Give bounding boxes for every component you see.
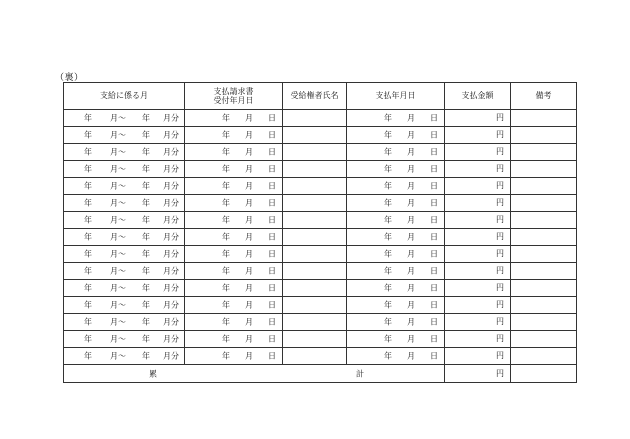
payment-year-unit: 年 — [384, 249, 392, 259]
payment-ledger-table — [63, 82, 577, 383]
period-year2-unit: 年 — [142, 249, 150, 259]
recipient-name-cell[interactable] — [283, 263, 347, 280]
payment-amount-cell[interactable] — [445, 178, 511, 195]
payment-year-unit: 年 — [384, 351, 392, 361]
receipt-date-cell[interactable] — [185, 161, 283, 178]
period-month-to-unit: 月分 — [163, 351, 179, 361]
period-cell[interactable] — [64, 348, 185, 365]
receipt-year-unit: 年 — [222, 181, 230, 191]
receipt-year-unit: 年 — [222, 249, 230, 259]
yen-unit: 円 — [496, 130, 504, 140]
period-cell[interactable] — [64, 178, 185, 195]
period-month-from-unit: 月〜 — [110, 283, 126, 293]
header-payment-date: 支払年月日 — [347, 83, 445, 110]
period-month-to-unit: 月分 — [163, 130, 179, 140]
yen-unit: 円 — [496, 249, 504, 259]
remarks-cell[interactable] — [511, 263, 577, 280]
yen-unit: 円 — [496, 351, 504, 361]
payment-amount-cell[interactable] — [445, 127, 511, 144]
remarks-cell[interactable] — [511, 280, 577, 297]
period-year-unit: 年 — [84, 317, 92, 327]
period-cell[interactable] — [64, 195, 185, 212]
payment-date-cell[interactable] — [347, 178, 445, 195]
sheet-side-label: （裏） — [55, 73, 84, 83]
payment-amount-cell[interactable] — [445, 195, 511, 212]
period-year2-unit: 年 — [142, 164, 150, 174]
period-cell[interactable] — [64, 297, 185, 314]
remarks-cell[interactable] — [511, 144, 577, 161]
receipt-year-unit: 年 — [222, 334, 230, 344]
yen-unit: 円 — [496, 215, 504, 225]
payment-month-unit: 月 — [407, 351, 415, 361]
period-year2-unit: 年 — [142, 300, 150, 310]
header-payment-amount: 支払金額 — [445, 83, 511, 110]
period-year2-unit: 年 — [142, 232, 150, 242]
period-year2-unit: 年 — [142, 215, 150, 225]
payment-day-unit: 日 — [430, 164, 438, 174]
payment-month-unit: 月 — [407, 266, 415, 276]
recipient-name-cell[interactable] — [283, 127, 347, 144]
period-year-unit: 年 — [84, 334, 92, 344]
payment-month-unit: 月 — [407, 317, 415, 327]
payment-date-cell[interactable] — [347, 246, 445, 263]
period-cell[interactable] — [64, 314, 185, 331]
receipt-day-unit: 日 — [268, 198, 276, 208]
payment-date-cell[interactable] — [347, 297, 445, 314]
yen-unit: 円 — [496, 300, 504, 310]
ledger-row — [64, 178, 577, 195]
payment-date-cell[interactable] — [347, 195, 445, 212]
recipient-name-cell[interactable] — [283, 161, 347, 178]
payment-month-unit: 月 — [407, 283, 415, 293]
ledger-row — [64, 161, 577, 178]
ledger-row — [64, 263, 577, 280]
yen-unit: 円 — [496, 232, 504, 242]
period-year-unit: 年 — [84, 215, 92, 225]
receipt-month-unit: 月 — [245, 232, 253, 242]
total-label-cell — [64, 365, 445, 383]
payment-amount-cell[interactable] — [445, 280, 511, 297]
payment-amount-cell[interactable] — [445, 229, 511, 246]
period-year-unit: 年 — [84, 300, 92, 310]
period-month-to-unit: 月分 — [163, 198, 179, 208]
receipt-day-unit: 日 — [268, 130, 276, 140]
period-month-to-unit: 月分 — [163, 181, 179, 191]
payment-month-unit: 月 — [407, 113, 415, 123]
period-month-from-unit: 月〜 — [110, 300, 126, 310]
remarks-cell[interactable] — [511, 161, 577, 178]
payment-date-cell[interactable] — [347, 229, 445, 246]
payment-amount-cell[interactable] — [445, 263, 511, 280]
recipient-name-cell[interactable] — [283, 280, 347, 297]
period-month-from-unit: 月〜 — [110, 147, 126, 157]
period-month-from-unit: 月〜 — [110, 232, 126, 242]
recipient-name-cell[interactable] — [283, 212, 347, 229]
receipt-day-unit: 日 — [268, 181, 276, 191]
payment-year-unit: 年 — [384, 215, 392, 225]
payment-month-unit: 月 — [407, 249, 415, 259]
period-month-from-unit: 月〜 — [110, 317, 126, 327]
yen-unit: 円 — [496, 198, 504, 208]
receipt-date-cell[interactable] — [185, 331, 283, 348]
header-period: 支給に係る月 — [64, 83, 185, 110]
payment-year-unit: 年 — [384, 317, 392, 327]
receipt-year-unit: 年 — [222, 113, 230, 123]
payment-day-unit: 日 — [430, 130, 438, 140]
yen-unit: 円 — [496, 283, 504, 293]
yen-unit: 円 — [496, 164, 504, 174]
header-receipt-line1: 支払請求書 — [213, 86, 254, 96]
payment-day-unit: 日 — [430, 198, 438, 208]
total-row — [64, 365, 577, 383]
receipt-month-unit: 月 — [245, 164, 253, 174]
receipt-month-unit: 月 — [245, 198, 253, 208]
payment-date-cell[interactable] — [347, 110, 445, 127]
period-month-to-unit: 月分 — [163, 317, 179, 327]
period-year-unit: 年 — [84, 164, 92, 174]
payment-year-unit: 年 — [384, 147, 392, 157]
period-year2-unit: 年 — [142, 147, 150, 157]
period-month-to-unit: 月分 — [163, 266, 179, 276]
receipt-day-unit: 日 — [268, 249, 276, 259]
receipt-month-unit: 月 — [245, 130, 253, 140]
receipt-year-unit: 年 — [222, 317, 230, 327]
remarks-cell[interactable] — [511, 195, 577, 212]
period-cell[interactable] — [64, 110, 185, 127]
period-cell[interactable] — [64, 144, 185, 161]
payment-date-cell[interactable] — [347, 263, 445, 280]
period-year-unit: 年 — [84, 351, 92, 361]
payment-day-unit: 日 — [430, 249, 438, 259]
receipt-year-unit: 年 — [222, 232, 230, 242]
period-year-unit: 年 — [84, 181, 92, 191]
receipt-date-cell[interactable] — [185, 297, 283, 314]
receipt-date-cell[interactable] — [185, 229, 283, 246]
payment-amount-cell[interactable] — [445, 246, 511, 263]
period-year2-unit: 年 — [142, 334, 150, 344]
receipt-year-unit: 年 — [222, 130, 230, 140]
remarks-cell[interactable] — [511, 314, 577, 331]
period-month-from-unit: 月〜 — [110, 266, 126, 276]
payment-day-unit: 日 — [430, 147, 438, 157]
payment-year-unit: 年 — [384, 130, 392, 140]
receipt-day-unit: 日 — [268, 351, 276, 361]
header-remarks: 備考 — [511, 83, 577, 110]
receipt-date-cell[interactable] — [185, 246, 283, 263]
period-month-from-unit: 月〜 — [110, 215, 126, 225]
total-amount-cell[interactable] — [445, 365, 511, 383]
payment-year-unit: 年 — [384, 266, 392, 276]
period-cell[interactable] — [64, 280, 185, 297]
payment-month-unit: 月 — [407, 198, 415, 208]
period-month-from-unit: 月〜 — [110, 130, 126, 140]
receipt-date-cell[interactable] — [185, 195, 283, 212]
period-month-to-unit: 月分 — [163, 283, 179, 293]
payment-year-unit: 年 — [384, 164, 392, 174]
receipt-day-unit: 日 — [268, 283, 276, 293]
header-receipt-line2: 受付年月日 — [213, 96, 254, 105]
period-month-to-unit: 月分 — [163, 249, 179, 259]
receipt-month-unit: 月 — [245, 113, 253, 123]
period-year-unit: 年 — [84, 113, 92, 123]
remarks-cell[interactable] — [511, 246, 577, 263]
receipt-date-cell[interactable] — [185, 263, 283, 280]
period-cell[interactable] — [64, 229, 185, 246]
period-month-to-unit: 月分 — [163, 215, 179, 225]
header-recipient-name: 受給権者氏名 — [283, 83, 347, 110]
period-year2-unit: 年 — [142, 113, 150, 123]
yen-unit: 円 — [496, 334, 504, 344]
payment-month-unit: 月 — [407, 164, 415, 174]
period-year2-unit: 年 — [142, 181, 150, 191]
receipt-month-unit: 月 — [245, 215, 253, 225]
total-label-left: 累 — [149, 368, 157, 378]
remarks-cell[interactable] — [511, 212, 577, 229]
total-label-right: 計 — [356, 368, 364, 378]
receipt-date-cell[interactable] — [185, 348, 283, 365]
payment-month-unit: 月 — [407, 215, 415, 225]
receipt-date-cell[interactable] — [185, 314, 283, 331]
payment-day-unit: 日 — [430, 351, 438, 361]
receipt-day-unit: 日 — [268, 300, 276, 310]
payment-date-cell[interactable] — [347, 280, 445, 297]
ledger-row — [64, 229, 577, 246]
receipt-month-unit: 月 — [245, 266, 253, 276]
period-cell[interactable] — [64, 127, 185, 144]
payment-amount-cell[interactable] — [445, 314, 511, 331]
period-year-unit: 年 — [84, 198, 92, 208]
period-month-from-unit: 月〜 — [110, 181, 126, 191]
receipt-month-unit: 月 — [245, 147, 253, 157]
period-month-from-unit: 月〜 — [110, 198, 126, 208]
ledger-row — [64, 297, 577, 314]
period-year2-unit: 年 — [142, 351, 150, 361]
payment-day-unit: 日 — [430, 317, 438, 327]
payment-date-cell[interactable] — [347, 161, 445, 178]
payment-amount-cell[interactable] — [445, 297, 511, 314]
receipt-day-unit: 日 — [268, 334, 276, 344]
receipt-day-unit: 日 — [268, 147, 276, 157]
period-month-to-unit: 月分 — [163, 232, 179, 242]
ledger-body — [64, 110, 577, 365]
period-year2-unit: 年 — [142, 283, 150, 293]
receipt-month-unit: 月 — [245, 181, 253, 191]
period-month-to-unit: 月分 — [163, 334, 179, 344]
yen-unit: 円 — [496, 317, 504, 327]
period-cell[interactable] — [64, 263, 185, 280]
payment-day-unit: 日 — [430, 181, 438, 191]
recipient-name-cell[interactable] — [283, 297, 347, 314]
payment-month-unit: 月 — [407, 130, 415, 140]
payment-date-cell[interactable] — [347, 212, 445, 229]
receipt-month-unit: 月 — [245, 351, 253, 361]
payment-month-unit: 月 — [407, 334, 415, 344]
payment-year-unit: 年 — [384, 198, 392, 208]
ledger-row — [64, 110, 577, 127]
period-year-unit: 年 — [84, 130, 92, 140]
payment-year-unit: 年 — [384, 334, 392, 344]
receipt-date-cell[interactable] — [185, 127, 283, 144]
payment-year-unit: 年 — [384, 181, 392, 191]
receipt-year-unit: 年 — [222, 198, 230, 208]
payment-day-unit: 日 — [430, 300, 438, 310]
receipt-month-unit: 月 — [245, 334, 253, 344]
receipt-day-unit: 日 — [268, 113, 276, 123]
receipt-month-unit: 月 — [245, 283, 253, 293]
payment-year-unit: 年 — [384, 113, 392, 123]
recipient-name-cell[interactable] — [283, 348, 347, 365]
remarks-cell[interactable] — [511, 127, 577, 144]
payment-amount-cell[interactable] — [445, 212, 511, 229]
period-year-unit: 年 — [84, 283, 92, 293]
recipient-name-cell[interactable] — [283, 110, 347, 127]
receipt-year-unit: 年 — [222, 164, 230, 174]
remarks-cell[interactable] — [511, 229, 577, 246]
payment-day-unit: 日 — [430, 215, 438, 225]
receipt-day-unit: 日 — [268, 215, 276, 225]
payment-month-unit: 月 — [407, 181, 415, 191]
remarks-cell[interactable] — [511, 297, 577, 314]
receipt-month-unit: 月 — [245, 317, 253, 327]
payment-day-unit: 日 — [430, 113, 438, 123]
total-remarks-cell[interactable] — [511, 365, 577, 383]
payment-date-cell[interactable] — [347, 127, 445, 144]
period-month-from-unit: 月〜 — [110, 113, 126, 123]
ledger-row — [64, 246, 577, 263]
payment-date-cell[interactable] — [347, 144, 445, 161]
payment-date-cell[interactable] — [347, 314, 445, 331]
period-year2-unit: 年 — [142, 130, 150, 140]
remarks-cell[interactable] — [511, 110, 577, 127]
period-month-from-unit: 月〜 — [110, 249, 126, 259]
period-month-to-unit: 月分 — [163, 300, 179, 310]
period-cell[interactable] — [64, 161, 185, 178]
ledger-row — [64, 127, 577, 144]
receipt-date-cell[interactable] — [185, 280, 283, 297]
period-month-to-unit: 月分 — [163, 147, 179, 157]
receipt-year-unit: 年 — [222, 147, 230, 157]
remarks-cell[interactable] — [511, 348, 577, 365]
receipt-year-unit: 年 — [222, 215, 230, 225]
yen-unit: 円 — [496, 147, 504, 157]
receipt-date-cell[interactable] — [185, 110, 283, 127]
payment-amount-cell[interactable] — [445, 331, 511, 348]
receipt-date-cell[interactable] — [185, 178, 283, 195]
ledger-row — [64, 212, 577, 229]
recipient-name-cell[interactable] — [283, 195, 347, 212]
receipt-year-unit: 年 — [222, 351, 230, 361]
ledger-row — [64, 144, 577, 161]
period-year2-unit: 年 — [142, 317, 150, 327]
ledger-row — [64, 348, 577, 365]
receipt-day-unit: 日 — [268, 164, 276, 174]
period-year-unit: 年 — [84, 266, 92, 276]
period-month-from-unit: 月〜 — [110, 164, 126, 174]
total-yen-unit: 円 — [496, 368, 504, 378]
recipient-name-cell[interactable] — [283, 178, 347, 195]
receipt-year-unit: 年 — [222, 283, 230, 293]
payment-year-unit: 年 — [384, 300, 392, 310]
receipt-date-cell[interactable] — [185, 144, 283, 161]
ledger-row — [64, 331, 577, 348]
period-year-unit: 年 — [84, 147, 92, 157]
payment-amount-cell[interactable] — [445, 161, 511, 178]
yen-unit: 円 — [496, 113, 504, 123]
receipt-day-unit: 日 — [268, 266, 276, 276]
payment-amount-cell[interactable] — [445, 110, 511, 127]
payment-date-cell[interactable] — [347, 348, 445, 365]
remarks-cell[interactable] — [511, 178, 577, 195]
period-year2-unit: 年 — [142, 198, 150, 208]
payment-amount-cell[interactable] — [445, 348, 511, 365]
receipt-year-unit: 年 — [222, 266, 230, 276]
receipt-month-unit: 月 — [245, 249, 253, 259]
period-month-from-unit: 月〜 — [110, 334, 126, 344]
payment-date-cell[interactable] — [347, 331, 445, 348]
payment-year-unit: 年 — [384, 232, 392, 242]
recipient-name-cell[interactable] — [283, 144, 347, 161]
period-month-from-unit: 月〜 — [110, 351, 126, 361]
receipt-month-unit: 月 — [245, 300, 253, 310]
payment-month-unit: 月 — [407, 232, 415, 242]
ledger-row — [64, 280, 577, 297]
remarks-cell[interactable] — [511, 331, 577, 348]
ledger-row — [64, 314, 577, 331]
payment-amount-cell[interactable] — [445, 144, 511, 161]
header-receipt-date — [185, 83, 283, 110]
header-row — [64, 83, 577, 110]
yen-unit: 円 — [496, 181, 504, 191]
period-year-unit: 年 — [84, 249, 92, 259]
recipient-name-cell[interactable] — [283, 229, 347, 246]
period-year2-unit: 年 — [142, 266, 150, 276]
period-cell[interactable] — [64, 331, 185, 348]
payment-month-unit: 月 — [407, 147, 415, 157]
period-cell[interactable] — [64, 212, 185, 229]
recipient-name-cell[interactable] — [283, 246, 347, 263]
receipt-day-unit: 日 — [268, 317, 276, 327]
payment-day-unit: 日 — [430, 334, 438, 344]
payment-month-unit: 月 — [407, 300, 415, 310]
payment-day-unit: 日 — [430, 266, 438, 276]
receipt-day-unit: 日 — [268, 232, 276, 242]
payment-day-unit: 日 — [430, 232, 438, 242]
period-cell[interactable] — [64, 246, 185, 263]
receipt-date-cell[interactable] — [185, 212, 283, 229]
ledger-row — [64, 195, 577, 212]
receipt-year-unit: 年 — [222, 300, 230, 310]
recipient-name-cell[interactable] — [283, 331, 347, 348]
period-month-to-unit: 月分 — [163, 113, 179, 123]
payment-year-unit: 年 — [384, 283, 392, 293]
recipient-name-cell[interactable] — [283, 314, 347, 331]
period-year-unit: 年 — [84, 232, 92, 242]
period-month-to-unit: 月分 — [163, 164, 179, 174]
payment-day-unit: 日 — [430, 283, 438, 293]
yen-unit: 円 — [496, 266, 504, 276]
